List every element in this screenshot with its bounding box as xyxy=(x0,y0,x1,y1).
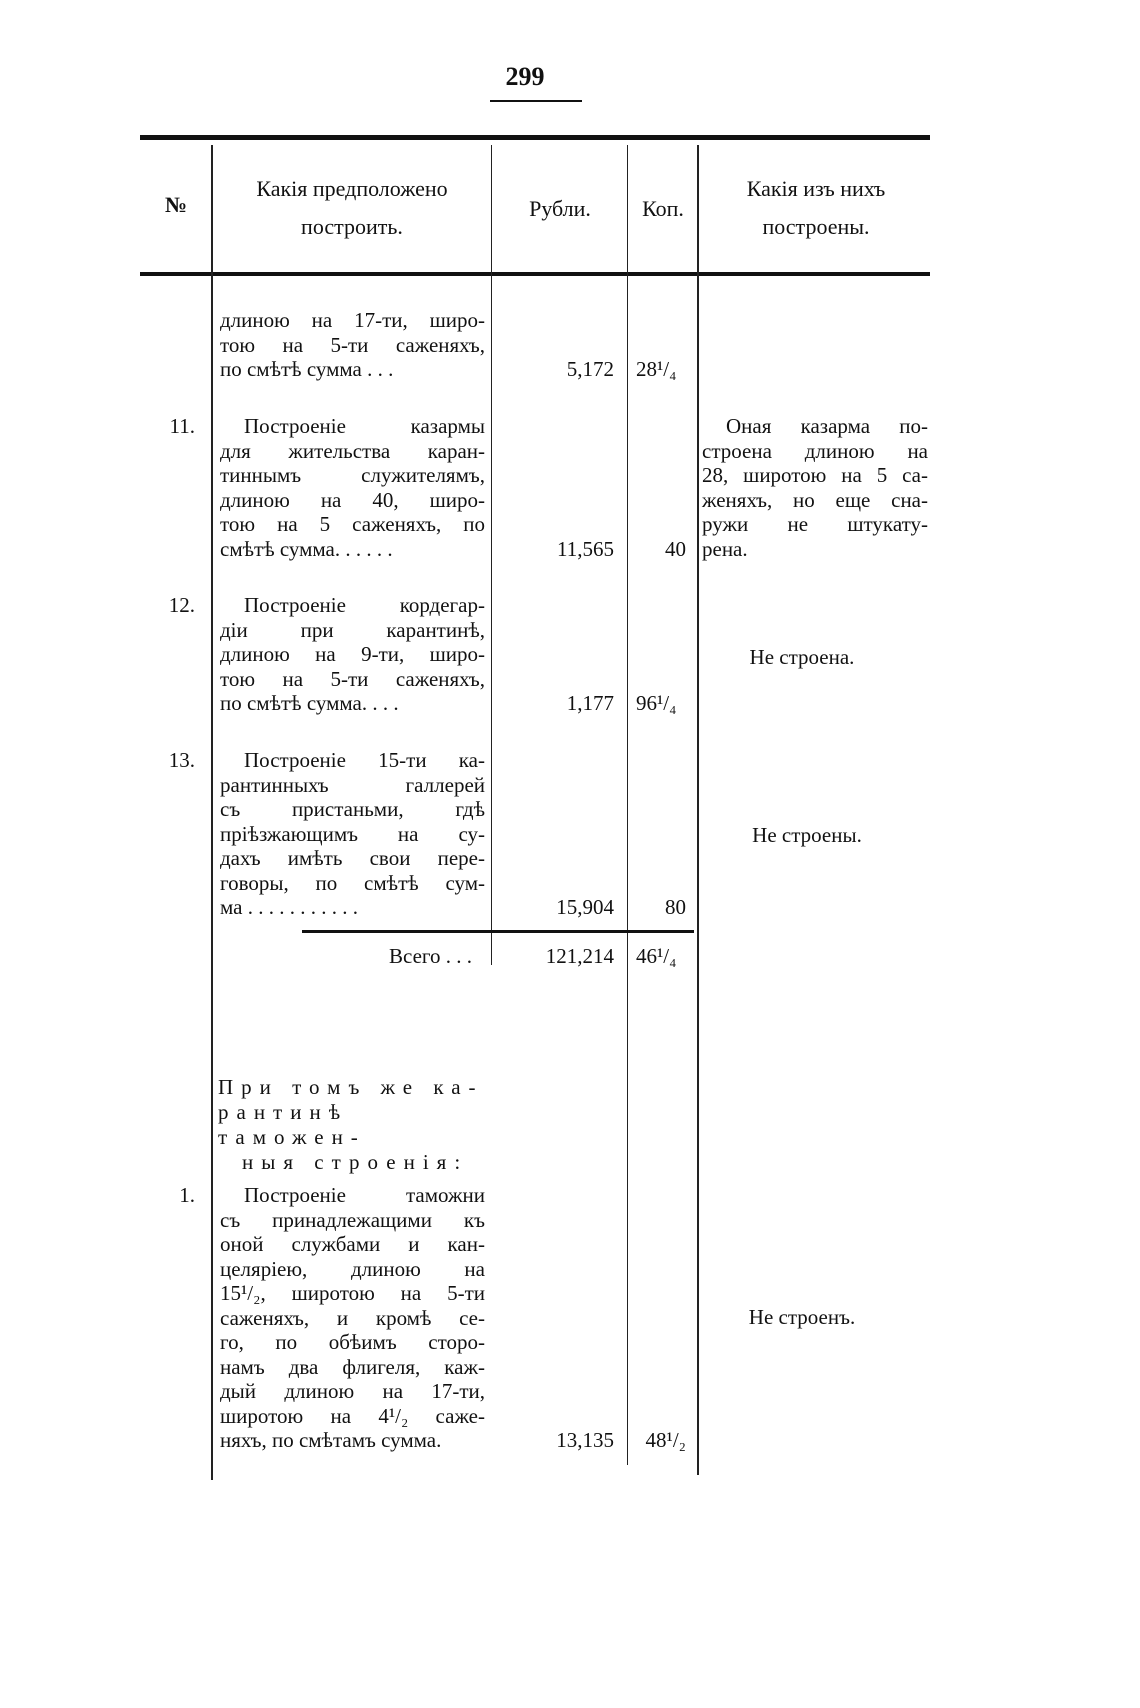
header-col-rub: Рубли. xyxy=(529,196,591,221)
row-1-text-line: широтою на 4¹/₂ саже- xyxy=(220,1403,485,1428)
row-1-text-line: 15¹/₂, широтою на 5-ти xyxy=(220,1281,485,1305)
row-12-kop: 96¹/₄ xyxy=(636,691,677,715)
row-13-text-line: съ пристаньми, гдѣ xyxy=(220,797,485,821)
header-bottom-rule xyxy=(140,272,930,276)
total-kop: 46¹/₄ xyxy=(636,944,677,968)
column-rule-1 xyxy=(211,145,213,1480)
row-1-text xyxy=(220,1183,485,1453)
row-12-text-line: тою на 5-ти саженяхъ, xyxy=(220,666,485,691)
row-12-number: 12. xyxy=(168,593,195,617)
row-13-kop: 80 xyxy=(665,895,686,919)
row-0-text-line: по смѣтѣ сумма . . . xyxy=(220,357,394,381)
row-0-kop: 28¹/₄ xyxy=(636,357,677,381)
page-number-rule xyxy=(490,100,582,102)
row-12-text xyxy=(220,593,485,716)
row-12-note: Не строена. xyxy=(749,645,855,669)
row-11-rub: 11,565 xyxy=(557,537,614,561)
page-number: 299 xyxy=(505,62,545,91)
row-1-kop: 48¹/₂ xyxy=(645,1428,686,1452)
row-12-text-line: по смѣтѣ сумма. . . . xyxy=(220,691,399,715)
row-1-text-line: няхъ, по смѣтамъ сумма. xyxy=(220,1428,442,1452)
total-label: Всего . . . xyxy=(389,944,472,968)
header-col-built-line-1: Какія изъ нихъ xyxy=(746,176,886,201)
header-col-built xyxy=(702,170,930,246)
column-rule-2 xyxy=(491,145,492,965)
row-11-text-line: смѣтѣ сумма. . . . . . xyxy=(220,536,393,561)
row-13-text-line: пріѣзжающимъ на су- xyxy=(220,821,485,846)
row-11-text xyxy=(220,414,485,561)
row-11-text-line: для жительства каран- xyxy=(220,438,485,463)
row-11-text-line: тою на 5 саженяхъ, по xyxy=(220,512,485,536)
row-11-kop: 40 xyxy=(665,537,686,561)
total-rub: 121,214 xyxy=(545,944,614,968)
row-13-rub: 15,904 xyxy=(556,895,614,919)
row-0-text-line: тою на 5-ти саженяхъ, xyxy=(220,332,485,357)
row-1-text-line: целяріею, длиною на xyxy=(220,1256,485,1281)
row-1-text-line: Построеніе таможни xyxy=(244,1183,485,1207)
row-11-note xyxy=(702,414,928,561)
section-heading-line: При томъ же ка- xyxy=(218,1075,484,1099)
row-1-text-line: намъ два флигеля, каж- xyxy=(220,1354,485,1379)
row-13-number: 13. xyxy=(168,748,195,772)
column-rule-4 xyxy=(697,145,699,1475)
row-0-text xyxy=(220,308,485,382)
row-13-text-line: говоры, по смѣтѣ сум- xyxy=(220,870,485,895)
section-heading-line: ныя строенія: xyxy=(242,1150,469,1174)
row-13-text xyxy=(220,748,485,920)
total-rule xyxy=(302,930,694,933)
row-12-text-line: Построеніе кордегар- xyxy=(244,593,485,617)
row-13-text-line: Построеніе 15-ти ка- xyxy=(244,748,485,772)
row-13-note: Не строены. xyxy=(752,823,862,847)
row-1-text-line: го, по обѣимъ сторо- xyxy=(220,1330,485,1354)
header-col-kop: Коп. xyxy=(642,196,684,221)
row-1-text-line: оной службами и кан- xyxy=(220,1232,485,1256)
row-11-note-line: женяхъ, но еще сна- xyxy=(702,487,928,512)
row-11-text-line: длиною на 40, широ- xyxy=(220,487,485,512)
row-11-note-line: Оная казарма по- xyxy=(726,414,928,438)
row-0-text-line: длиною на 17-ти, широ- xyxy=(220,308,485,332)
section-heading-line: рантинѣ таможен- xyxy=(218,1100,366,1149)
header-col-what-line-1: Какія предположено xyxy=(256,176,448,201)
row-0-rub: 5,172 xyxy=(566,357,614,381)
header-col-what xyxy=(218,170,486,246)
row-13-text-line: ма . . . . . . . . . . . xyxy=(220,895,358,919)
row-11-note-line: ружи не штукату- xyxy=(702,512,928,536)
row-13-text-line: рантинныхъ галлерей xyxy=(220,772,485,797)
row-1-rub: 13,135 xyxy=(556,1428,614,1452)
row-11-note-line: 28, широтою на 5 са- xyxy=(702,463,928,487)
header-col-built-line-2: построены. xyxy=(762,214,870,239)
row-12-text-line: длиною на 9-ти, широ- xyxy=(220,642,485,666)
column-rule-3 xyxy=(627,145,628,1465)
row-1-number: 1. xyxy=(179,1183,195,1207)
header-col-what-line-2: построить. xyxy=(301,214,403,239)
row-1-text-line: саженяхъ, и кромѣ се- xyxy=(220,1305,485,1330)
row-11-number: 11. xyxy=(169,414,195,438)
row-11-text-line: Построеніе казармы xyxy=(244,414,485,438)
row-12-rub: 1,177 xyxy=(566,691,614,715)
row-13-text-line: дахъ имѣть свои пере- xyxy=(220,846,485,870)
row-11-note-line: строена длиною на xyxy=(702,438,928,463)
row-11-text-line: тиннымъ служителямъ, xyxy=(220,463,485,487)
row-12-text-line: діи при карантинѣ, xyxy=(220,617,485,642)
header-col-no: № xyxy=(164,192,188,217)
table-top-rule xyxy=(140,135,930,140)
section-heading xyxy=(218,1075,490,1175)
row-11-note-line: рена. xyxy=(702,536,748,561)
row-1-text-line: дый длиною на 17-ти, xyxy=(220,1379,485,1403)
row-1-text-line: съ принадлежащими къ xyxy=(220,1207,485,1232)
row-1-note: Не строенъ. xyxy=(748,1305,856,1329)
